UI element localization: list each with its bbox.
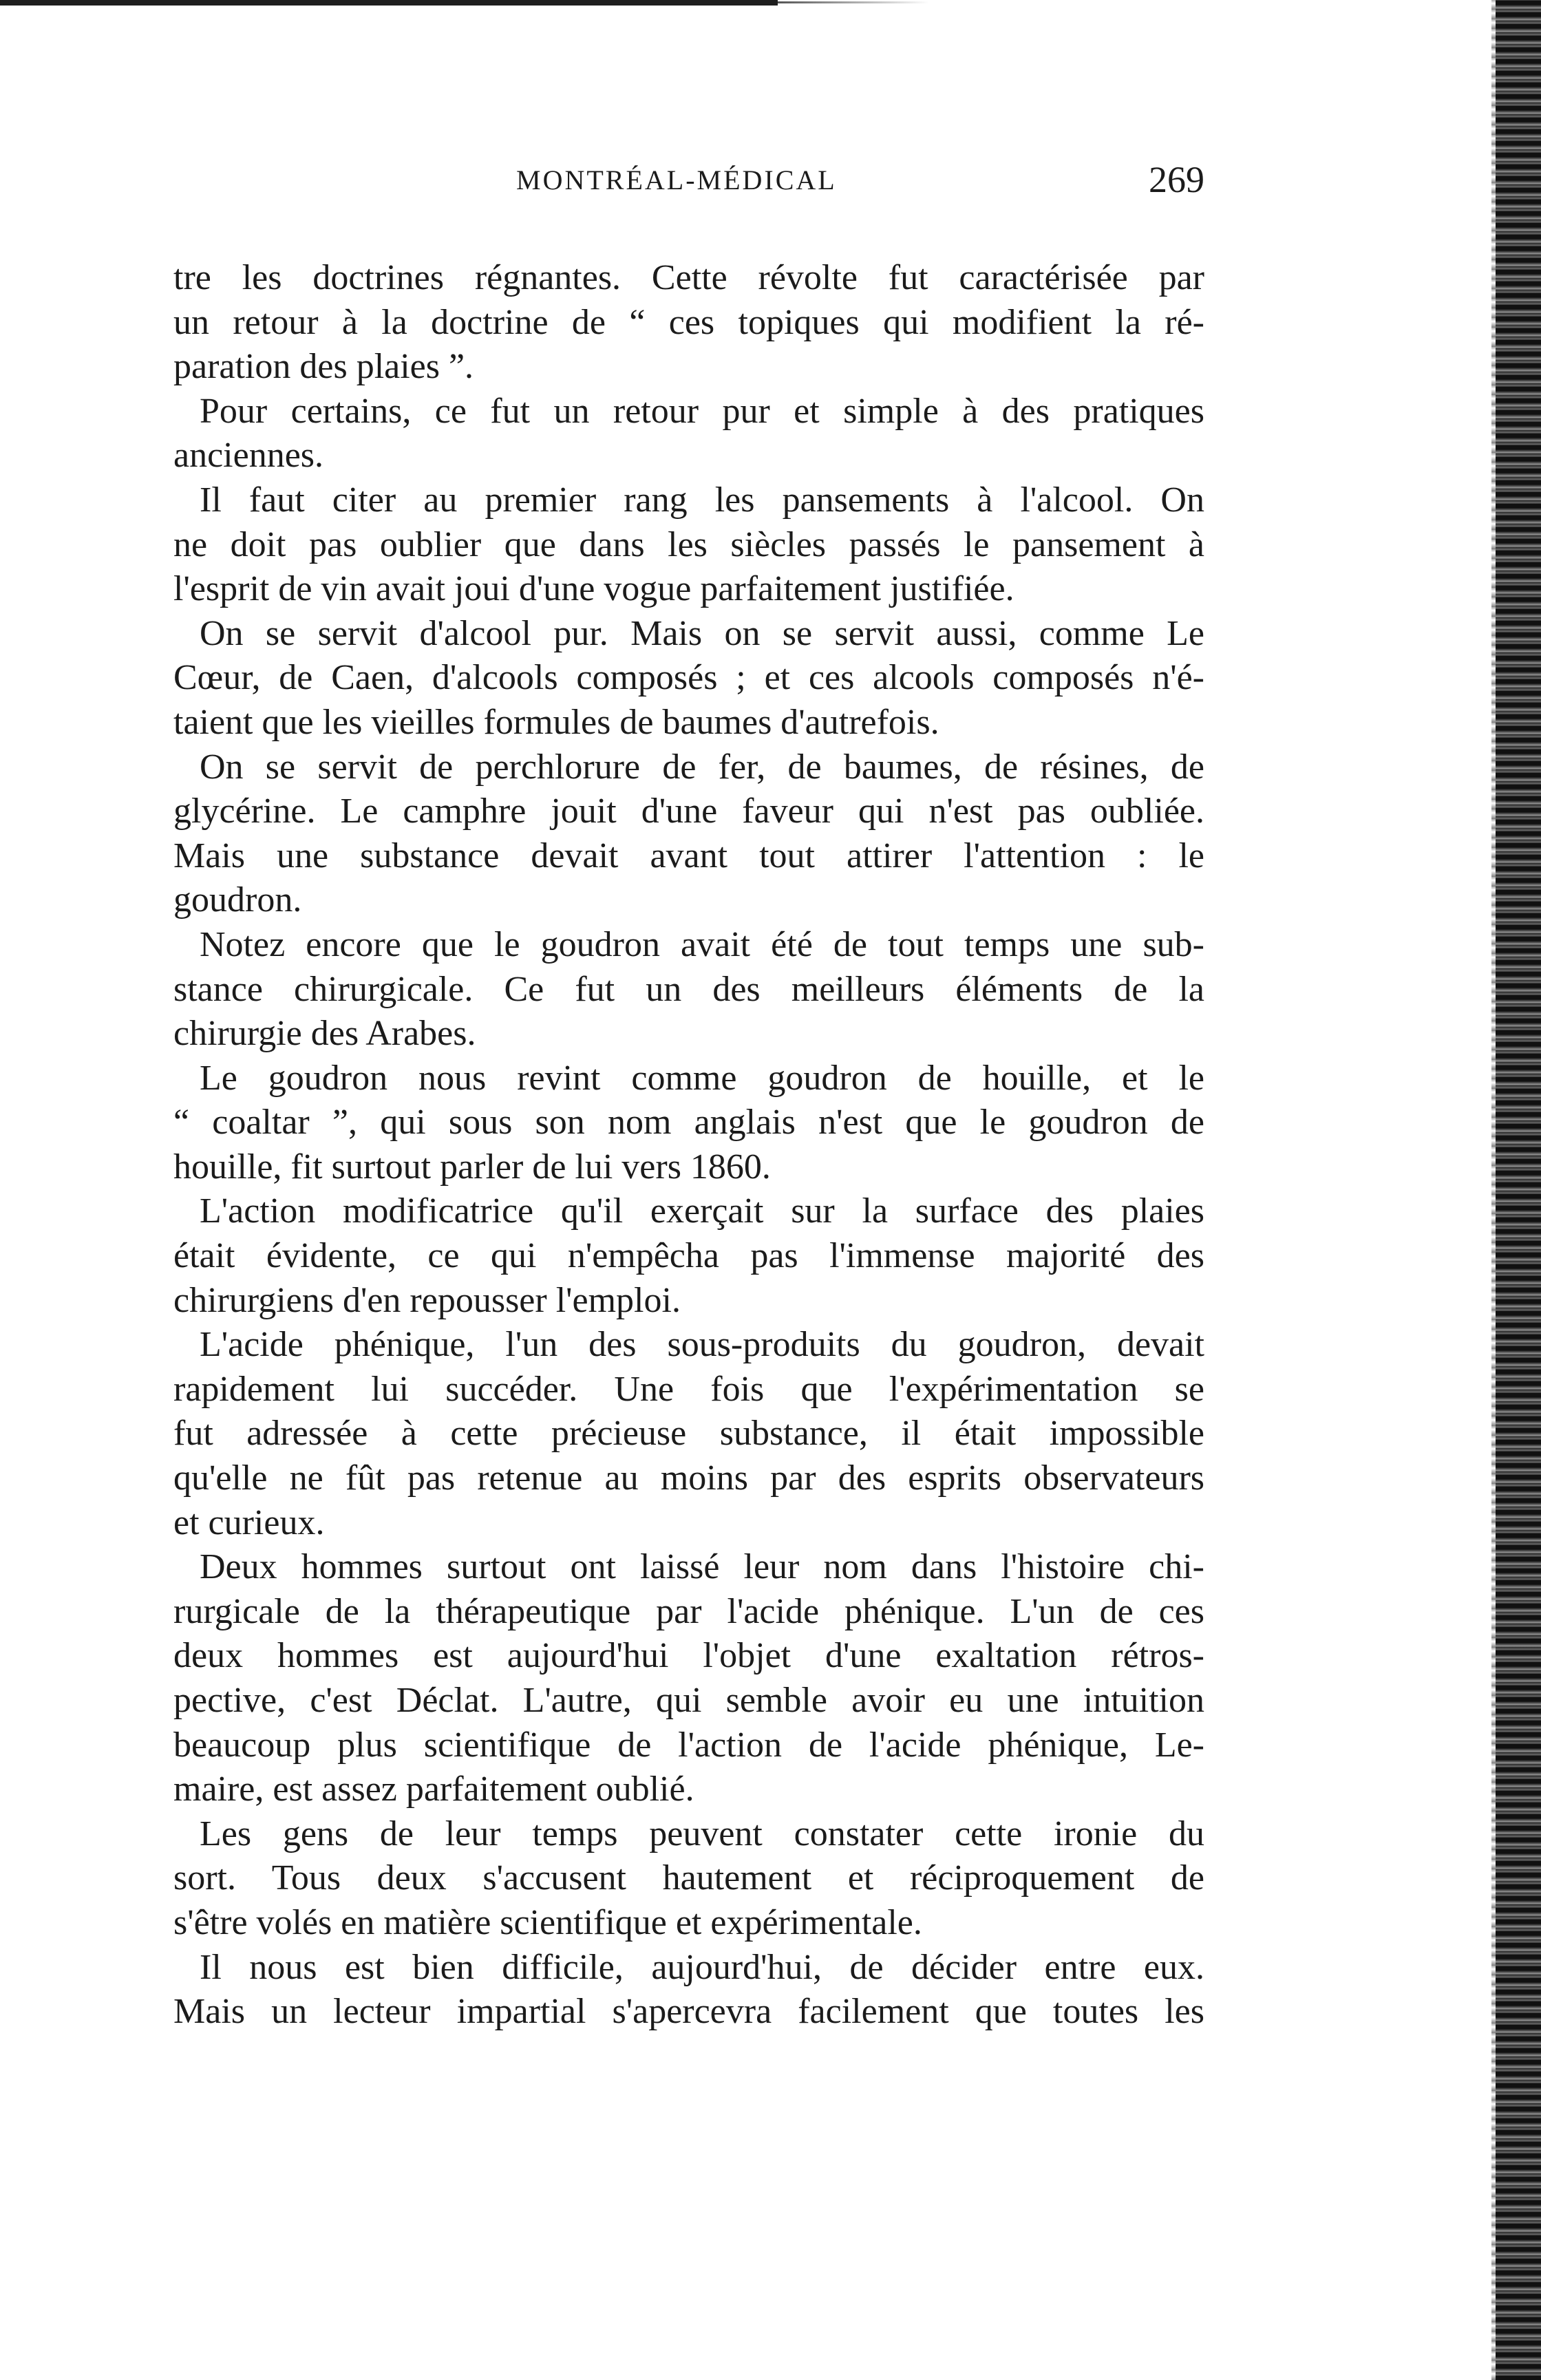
text-line: Pour certains, ce fut un retour pur et simple à des pratiques xyxy=(200,391,1204,431)
text-line: stance chirurgicale. Ce fut un des meilleurs éléments de la xyxy=(173,969,1204,1009)
page-header xyxy=(172,153,1204,215)
text-line: Le goudron nous revint comme goudron de houille, et le xyxy=(200,1058,1204,1098)
text-line: taient que les vieilles formules de baumes d'autrefois. xyxy=(173,702,939,742)
text-line: Les gens de leur temps peuvent constater cette ironie du xyxy=(200,1814,1204,1853)
scanned-page-edge xyxy=(1496,0,1541,2380)
text-line: On se servit de perchlorure de fer, de baumes, de résines, de xyxy=(200,747,1204,787)
text-line: L'action modificatrice qu'il exerçait sur la surface des plaies xyxy=(200,1191,1204,1231)
text-line: paration des plaies ”. xyxy=(173,347,474,387)
text-line: On se servit d'alcool pur. Mais on se servit aussi, comme Le xyxy=(200,613,1204,653)
running-head: MONTRÉAL-MÉDICAL xyxy=(516,164,837,195)
text-line: Il faut citer au premier rang les pansements à l'alcool. On xyxy=(200,480,1204,520)
text-line: goudron. xyxy=(173,880,302,920)
text-line: sort. Tous deux s'accusent hautement et réciproquement de xyxy=(173,1858,1204,1898)
text-line: chirurgiens d'en repousser l'emploi. xyxy=(173,1280,681,1320)
page-number: 269 xyxy=(1149,159,1204,200)
text-line: ne doit pas oublier que dans les siècles passés le pansement à xyxy=(173,524,1204,564)
top-border-rule xyxy=(0,0,778,6)
text-line: rurgicale de la thérapeutique par l'acide phénique. L'un de ces xyxy=(173,1591,1204,1631)
text-line: et curieux. xyxy=(173,1502,325,1542)
text-line: Il nous est bien difficile, aujourd'hui, de décider entre eux. xyxy=(200,1947,1204,1987)
text-line: Mais une substance devait avant tout attirer l'attention : le xyxy=(173,836,1204,875)
text-line: Deux hommes surtout ont laissé leur nom dans l'histoire chi- xyxy=(200,1547,1204,1587)
text-line: chirurgie des Arabes. xyxy=(173,1014,476,1054)
text-line: houille, fit surtout parler de lui vers 1860. xyxy=(173,1147,771,1187)
text-line: rapidement lui succéder. Une fois que l'expérimentation se xyxy=(173,1369,1204,1409)
text-line: beaucoup plus scientifique de l'action de l'acide phénique, Le- xyxy=(173,1725,1204,1765)
text-line: Cœur, de Caen, d'alcools composés ; et ces alcools composés n'é- xyxy=(173,658,1204,698)
text-line: fut adressée à cette précieuse substance, il était impossible xyxy=(173,1414,1204,1454)
body-text xyxy=(173,256,1204,2034)
text-line: “ coaltar ”, qui sous son nom anglais n'est que le goudron de xyxy=(173,1103,1204,1143)
text-line: pective, c'est Déclat. L'autre, qui semble avoir eu une intuition xyxy=(173,1681,1204,1720)
text-line: Notez encore que le goudron avait été de tout temps une sub- xyxy=(200,924,1204,964)
text-line: l'esprit de vin avait joui d'une vogue parfaitement justifiée. xyxy=(173,569,1014,609)
text-line: glycérine. Le camphre jouit d'une faveur qui n'est pas oubliée. xyxy=(173,791,1204,831)
text-line: qu'elle ne fût pas retenue au moins par des esprits observateurs xyxy=(173,1458,1204,1498)
text-line: maire, est assez parfaitement oublié. xyxy=(173,1770,694,1809)
text-line: L'acide phénique, l'un des sous-produits du goudron, devait xyxy=(200,1325,1204,1365)
text-line: s'être volés en matière scientifique et expérimentale. xyxy=(173,1902,922,1942)
text-line: un retour à la doctrine de “ ces topiques qui modifient la ré- xyxy=(173,302,1204,342)
text-line: tre les doctrines régnantes. Cette révolte fut caractérisée par xyxy=(173,258,1204,297)
text-line: était évidente, ce qui n'empêcha pas l'immense majorité des xyxy=(173,1236,1204,1276)
text-line: deux hommes est aujourd'hui l'objet d'une exaltation rétros- xyxy=(173,1636,1204,1676)
text-line: anciennes. xyxy=(173,436,324,476)
text-line: Mais un lecteur impartial s'apercevra facilement que toutes les xyxy=(173,1992,1204,2032)
top-border-fade xyxy=(778,1,929,3)
